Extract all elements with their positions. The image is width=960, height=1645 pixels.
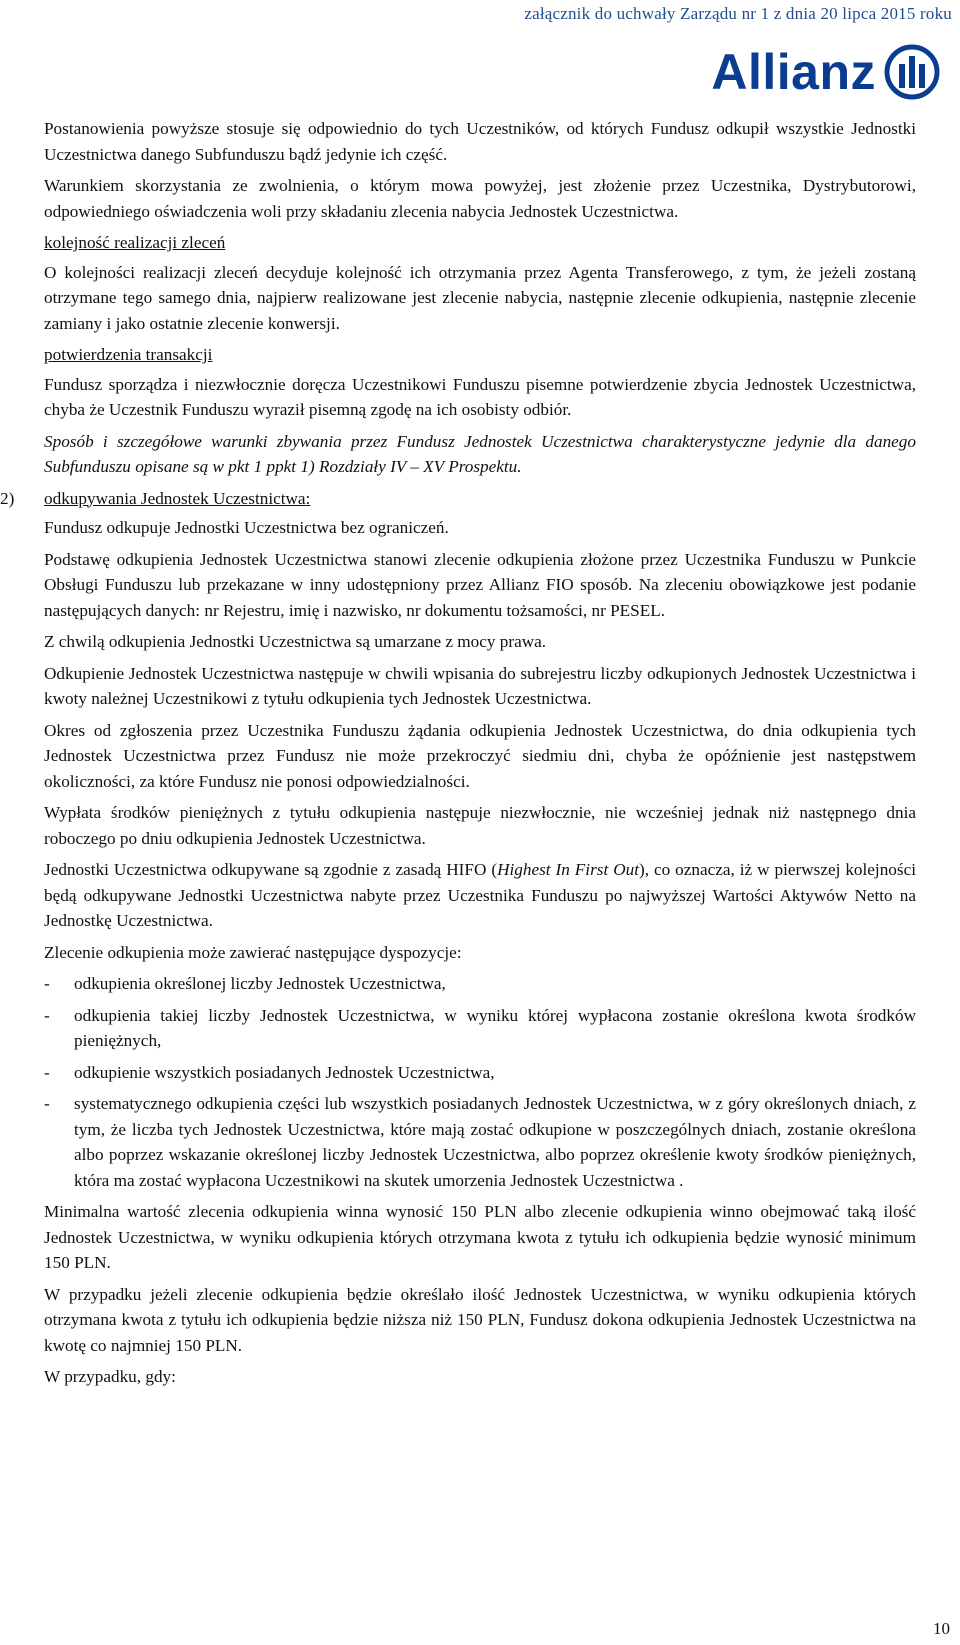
document-body (0, 116, 916, 1396)
paragraph: W przypadku, gdy: (44, 1367, 176, 1386)
paragraph: Fundusz sporządza i niezwłocznie doręcza Uczestnikowi Funduszu pisemne potwierdzenie zbycia Jednostek Uczestnictwa, chyba że Uczestnik Funduszu wyraził pisemną zgodę na ich osobisty odbiór. (44, 374, 916, 419)
list-dash: - (44, 1094, 50, 1113)
paragraph: Podstawę odkupienia Jednostek Uczestnictwa stanowi zlecenie odkupienia złożone przez Uczestnika Funduszu w Punkcie Obsługi Funduszu lub przekazane w inny udostępniony przez Allianz FIO sposób. Na zleceniu obowiązkowe jest podanie następujących danych: nr Rejestru, imię i nazwisko, nr dokumentu tożsamości, nr PESEL. (44, 549, 916, 620)
list-item (44, 1091, 916, 1193)
paragraph: Z chwilą odkupienia Jednostki Uczestnictwa są umarzane z mocy prawa. (44, 632, 547, 651)
paragraph: Zlecenie odkupienia może zawierać następujące dyspozycje: (44, 942, 462, 962)
list-item-text: odkupienia określonej liczby Jednostek Uczestnictwa, (74, 974, 446, 993)
page-number: 10 (933, 1619, 950, 1638)
paragraph-italic-text: Highest In First Out (497, 860, 639, 879)
allianz-eagle-logo-icon (884, 44, 940, 100)
section-heading: potwierdzenia transakcji (44, 345, 213, 364)
list-dash: - (44, 974, 50, 993)
list-item (44, 1060, 916, 1086)
section-number: 2) (0, 488, 15, 508)
header-note: załącznik do uchwały Zarządu nr 1 z dnia 20 lipca 2015 roku (524, 4, 952, 23)
paragraph-text: Jednostki Uczestnictwa odkupywane są zgodnie z zasadą HIFO ( (44, 860, 498, 879)
list-item (44, 971, 916, 997)
paragraph-text: ), co oznacza, iż w pierwszej kolejności będą odkupywane Jednostki Uczestnictwa nabyte przez Uczestnika Funduszu po najwyższej Wartości Aktywów Netto na Jednostkę Uczestnictwa. (44, 860, 916, 930)
paragraph: Okres od zgłoszenia przez Uczestnika Funduszu żądania odkupienia Jednostek Uczestnictwa, do dnia odkupienia tych Jednostek Uczestnictwa przez Fundusz nie może przekroczyć siedmiu dni, chyba że opóźnienie jest następstwem okoliczności, za które Fundusz nie ponosi odpowiedzialności. (44, 720, 916, 791)
list-dash: - (44, 1005, 50, 1025)
paragraph: Odkupienie Jednostek Uczestnictwa następuje w chwili wpisania do subrejestru liczby odkupionych Jednostek Uczestnictwa i kwoty należnej Uczestnikowi z tytułu odkupienia tych Jednostek Uczestnictwa. (44, 663, 916, 708)
allianz-logo (711, 42, 940, 102)
list-item (44, 1003, 916, 1054)
paragraph: Postanowienia powyższe stosuje się odpowiednio do tych Uczestników, od których Fundusz odkupił wszystkie Jednostki Uczestnictwa danego Subfunduszu bądź jedynie ich część. (44, 119, 916, 164)
paragraph (44, 857, 916, 934)
paragraph: Fundusz odkupuje Jednostki Uczestnictwa bez ograniczeń. (44, 518, 449, 537)
section-heading: kolejność realizacji zleceń (44, 233, 226, 252)
italic-paragraph: Sposób i szczegółowe warunki zbywania przez Fundusz Jednostek Uczestnictwa charakterystyczne jedynie dla danego Subfunduszu opisane są w pkt 1 ppkt 1) Rozdziały IV – XV Prospektu. (44, 431, 916, 476)
list-dash: - (44, 1062, 50, 1082)
paragraph: O kolejności realizacji zleceń decyduje kolejność ich otrzymania przez Agenta Transferowego, z tym, że jeżeli zostaną otrzymane tego samego dnia, najpierw realizowane jest zlecenie nabycia, następnie zlecenie odkupienia, następnie zlecenie zamiany i jako ostatnie zlecenie konwersji. (44, 262, 916, 333)
section-title: odkupywania Jednostek Uczestnictwa: (44, 488, 311, 508)
paragraph: W przypadku jeżeli zlecenie odkupienia będzie określało ilość Jednostek Uczestnictwa, w wyniku odkupienia których otrzymana kwota z tytułu ich odkupienia będzie niższa niż 150 PLN, Fundusz dokona odkupienia Jednostek Uczestnictwa na kwotę co najmniej 150 PLN. (44, 1284, 916, 1355)
list-item-text: odkupienia takiej liczby Jednostek Uczestnictwa, w wyniku której wypłacona zostanie określona kwota środków pieniężnych, (74, 1005, 916, 1050)
numbered-section-heading (0, 486, 916, 512)
logo-text: Allianz (711, 44, 876, 100)
paragraph: Minimalna wartość zlecenia odkupienia winna wynosić 150 PLN albo zlecenie odkupienia winno obejmować taką ilość Jednostek Uczestnictwa, w wyniku odkupienia których otrzymana kwota z tytułu ich odkupienia będzie wynosić minimum 150 PLN. (44, 1202, 916, 1272)
paragraph: Warunkiem skorzystania ze zwolnienia, o którym mowa powyżej, jest złożenie przez Uczestnika, Dystrybutorowi, odpowiedniego oświadczenia woli przy składaniu zlecenia nabycia Jednostek Uczestnictwa. (44, 176, 916, 221)
list-item-text: systematycznego odkupienia części lub wszystkich posiadanych Jednostek Uczestnictwa, w z góry określonych dniach, z tym, że liczba tych Jednostek Uczestnictwa, które mają zostać odkupione w poszczególnych dniach, zostanie określona albo poprzez wskazanie określonej liczby Jednostek Uczestnictwa, albo poprzez określenie kwoty środków pieniężnych, która ma zostać wypłacona Uczestnikowi na skutek umorzenia Jednostek Uczestnictwa . (74, 1094, 916, 1190)
list-item-text: odkupienie wszystkich posiadanych Jednostek Uczestnictwa, (74, 1062, 495, 1082)
paragraph: Wypłata środków pieniężnych z tytułu odkupienia następuje niezwłocznie, nie wcześniej jednak niż następnego dnia roboczego po dniu odkupienia Jednostek Uczestnictwa. (44, 803, 916, 848)
